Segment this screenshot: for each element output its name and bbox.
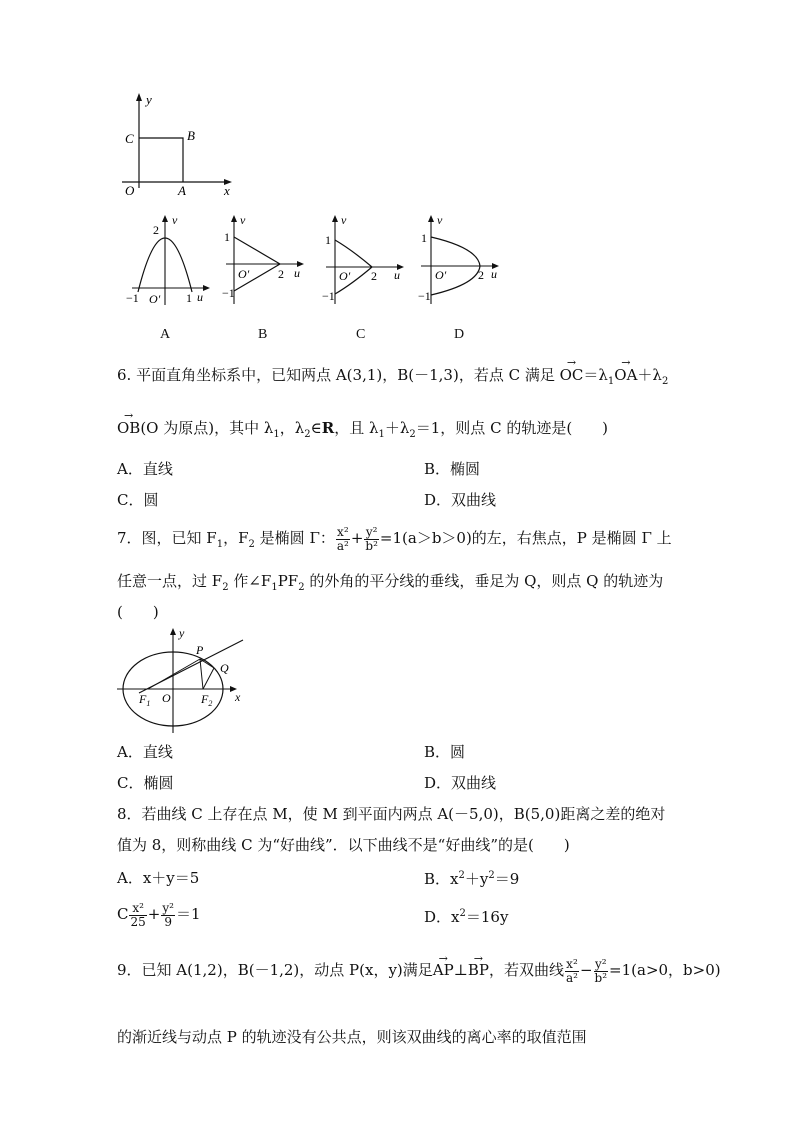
q7-l2-mid: 作∠F [228,572,272,590]
label-P: P [196,643,204,657]
label-u: u [491,267,497,281]
q6-in: ∈ [310,419,322,437]
sub: 1 [273,429,280,440]
q9-pre: 9．已知 A(1,2)，B(－1,2)，动点 P(x，y)满足 [117,961,433,979]
vector-oa: → OA [614,368,637,383]
label-x: x [235,690,241,704]
q6-option-b[interactable]: B．椭圆 [424,460,481,478]
num: x² [129,902,146,916]
q6-plus2: ＋λ [384,419,410,437]
label-v: v [172,213,178,227]
q9-post: =1(a>0，b>0) [609,961,721,979]
v-axis-arrow [162,215,168,222]
den: 9 [164,914,172,929]
label-two: 2 [278,267,284,281]
option-b-caption: B [258,327,268,342]
q8-option-b[interactable] [424,871,519,887]
num: y² [365,524,378,539]
option-d-caption: D [454,327,465,342]
label-one: 1 [325,233,331,247]
q7-line1 [117,524,672,559]
q7-text: 是椭圆 Γ： [254,529,335,547]
v-axis-arrow [332,215,338,222]
y-axis-arrow [136,93,142,101]
label-neg-one: −1 [126,291,139,305]
label-u: u [197,290,203,304]
q7-l2-pre: 任意一点，过 F [117,572,223,590]
label-A: A [178,183,186,198]
q7-mid: ，F [223,529,249,547]
q9-mid: ，若双曲线 [488,961,564,979]
label-two: 2 [371,269,377,283]
label-O: O [125,183,135,198]
q8-option-c[interactable] [117,898,200,930]
q6-text3: ＝1，则点 C 的轨迹是( ) [415,419,609,437]
b-mid: ＋y [464,870,489,888]
sup: 2 [488,870,495,881]
label-origin: O′ [339,269,351,283]
q9-minus: − [579,961,593,979]
label-Q: Q [220,661,229,675]
den: b² [594,970,608,985]
top-figure [112,90,237,200]
c-post: ＝1 [175,905,201,923]
label-origin: O′ [149,292,161,306]
label-neg-one: −1 [322,289,335,303]
fraction-y2-9 [161,902,175,928]
q9-line1 [117,954,721,986]
option-c-caption: C [356,327,366,342]
label-v: v [341,213,347,227]
q8-option-a[interactable]: A．x＋y＝5 [117,869,200,887]
q7-line3: ( ) [117,603,159,621]
d-post: ＝16y [465,908,509,926]
v-axis-arrow [231,215,237,222]
sub: 2 [222,582,229,593]
den: a² [565,970,578,985]
b-post: ＝9 [494,870,520,888]
label-two: 2 [153,223,159,237]
den: 25 [130,914,146,929]
vector-oc: → OC [560,368,584,383]
label-y: y [146,92,152,107]
u-axis-arrow [203,285,210,291]
label-v: v [437,213,443,227]
sup: 2 [458,870,465,881]
sub: 2 [661,376,669,387]
q9-line2: 的渐近线与动点 P 的轨迹没有公共点，则该双曲线的离心率的取值范围 [117,1028,587,1046]
num: y² [594,956,607,971]
segment-f2-q [203,668,214,689]
sub: 2 [298,582,305,593]
num: x² [566,956,578,971]
label-one: 1 [224,230,230,244]
q7-option-d[interactable]: D．双曲线 [424,774,497,792]
label-F1: $F_1$ [139,692,151,708]
sub: 1 [271,582,278,593]
label-v: v [240,213,246,227]
label-neg-one: −1 [418,289,431,303]
q6-sep: ，λ [279,419,305,437]
sup: 2 [459,908,466,919]
fraction-x2-a2 [336,526,350,552]
q7-l2-mid2: PF [277,572,299,590]
label-neg-one: −1 [222,286,235,300]
sub: 1 [378,429,385,440]
label-one: 1 [186,291,192,305]
q8-option-d[interactable] [424,909,508,925]
label-origin: O′ [435,268,447,282]
sub: 2 [304,429,311,440]
v-axis-arrow [428,215,434,222]
c-pre: C [117,905,129,923]
b-pre: B．x [424,870,459,888]
sub: 1 [216,539,224,550]
label-x: x [224,183,230,198]
vector-ob: → OB [117,421,140,436]
d-pre: D．x [424,908,460,926]
num: y² [162,900,174,915]
ellipse-figure [115,625,250,735]
q6-option-d[interactable]: D．双曲线 [424,491,497,509]
q6-line1 [117,368,668,387]
fraction-x2-a2 [565,958,579,984]
q6-real: R [321,419,335,437]
q6-plus: ＋λ [637,366,662,384]
vector-ap: → AP [433,954,454,986]
label-y: y [179,626,185,640]
label-u: u [294,266,300,280]
q9-perp: ⊥ [453,961,468,979]
q6-line1-prefix: 6. 平面直角坐标系中，已知两点 A(3,1)，B(－1,3)，若点 C 满足 [117,366,560,384]
label-O: O [162,691,171,705]
fraction-x2-25 [129,902,146,928]
option-a-figure [120,212,212,307]
option-a-caption: A [160,327,171,342]
label-F2: $F_2$ [201,692,213,708]
q7-plus: + [350,529,364,547]
option-c-figure [322,212,412,307]
q7-option-c[interactable]: C．椭圆 [117,774,174,792]
den: b² [365,538,378,553]
option-b-figure [222,212,312,307]
label-u: u [394,268,400,282]
rectangle-OABC [139,138,183,182]
fraction-y2-b2 [364,526,379,552]
segment-f1-p [148,659,200,689]
q6-eq: ＝λ [583,366,608,384]
num: x² [337,524,349,539]
q8-line2: 值为 8，则称曲线 C 为“好曲线”．以下曲线不是“好曲线”的是( ) [117,836,570,854]
q7-post: =1(a＞b＞0)的左，右焦点，P 是椭圆 Γ 上 [379,529,672,547]
label-one: 1 [421,231,427,245]
label-origin: O′ [238,267,250,281]
y-axis-arrow [170,628,176,635]
sub: 1 [607,376,615,387]
label-C: C [125,131,134,146]
label-B: B [187,128,195,143]
q7-option-a[interactable]: A．直线 [117,743,173,761]
fraction-y2-b2 [594,958,609,984]
q6-text1: (O 为原点)，其中 λ [140,419,274,437]
q6-text2: ，且 λ [334,419,379,437]
q8-line1: 8．若曲线 C 上存在点 M，使 M 到平面内两点 A(－5,0)，B(5,0)距离之差的绝对 [117,805,666,823]
option-d-figure [415,212,507,307]
c-plus: + [147,905,161,923]
segment-p-q [200,659,214,668]
q7-option-b[interactable]: B．圆 [424,743,466,761]
label-two: 2 [478,268,484,282]
sub: 2 [248,539,255,550]
q7-l2-post: 的外角的平分线的垂线，垂足为 Q，则点 Q 的轨迹为 [304,572,664,590]
segment-p-f2 [200,659,203,689]
q7-line2 [117,574,663,593]
q6-line2 [117,421,608,440]
sub: 2 [409,429,416,440]
q7-pre: 7．图，已知 F [117,529,217,547]
q6-option-c[interactable]: C．圆 [117,491,159,509]
q6-option-a[interactable]: A．直线 [117,460,173,478]
vector-bp: → BP [468,954,489,986]
den: a² [336,538,349,553]
